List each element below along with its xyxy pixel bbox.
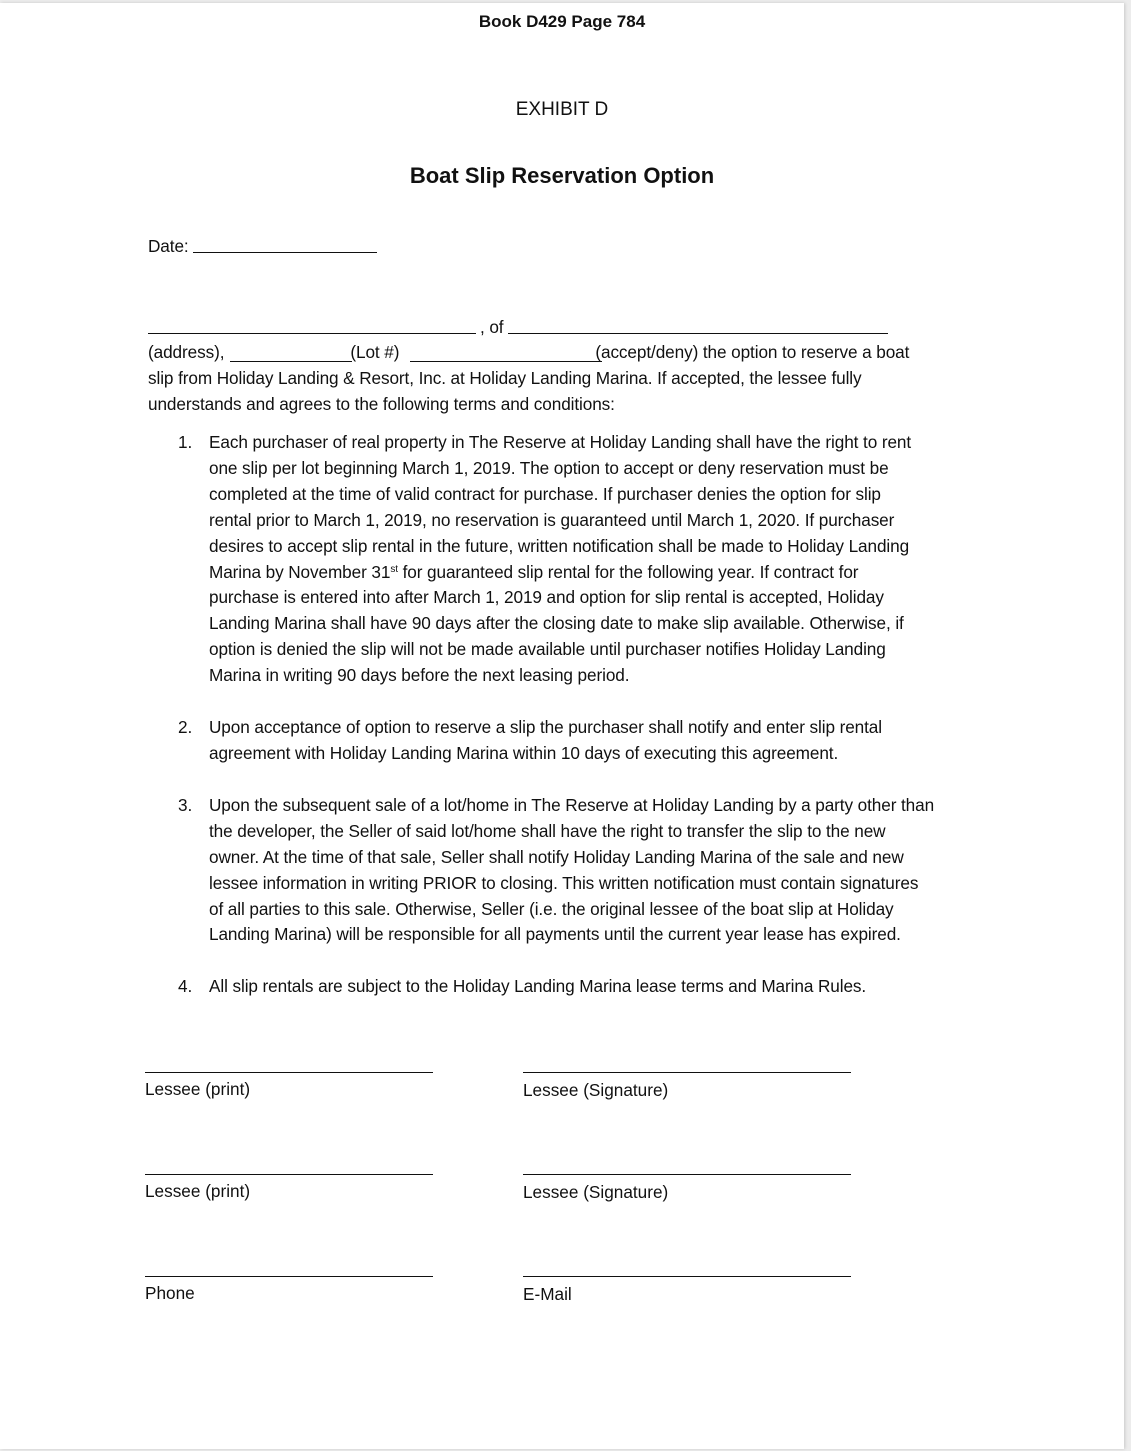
term-number: 4. [178,976,193,997]
term-line: Landing Marina) will be responsible for all payments until the current year lease has expired. [209,924,901,945]
ordinal-suffix: st [390,563,398,575]
of-field-line [508,333,888,334]
term-number: 2. [178,717,193,738]
date-label: Date: [148,236,189,256]
accept-deny-field-line [410,361,602,362]
name-field-line [148,333,476,334]
term-line-rest: for guaranteed slip rental for the following year. If contract for [402,561,859,582]
term-line: purchase is entered into after March 1, 2019 and option for slip rental is accepted, Holiday [209,587,884,608]
term-line: Upon the subsequent sale of a lot/home in The Reserve at Holiday Landing by a party other than [209,794,935,815]
lessee-signature-line-2 [523,1174,851,1175]
term-line: agreement with Holiday Landing Marina within 10 days of executing this agreement. [209,742,839,763]
phone-label: Phone [145,1283,195,1303]
term-item [148,793,978,948]
term-number: 3. [178,794,193,815]
book-page-header: Book D429 Page 784 [478,12,646,31]
term-line: completed at the time of valid contract for purchase. If purchaser denies the option for slip [209,483,881,504]
term-line: rental prior to March 1, 2019, no reservation is guaranteed until March 1, 2020. If purchaser [209,509,895,530]
lot-label: (Lot #) [350,342,400,362]
term-line: one slip per lot beginning March 1, 2019. The option to accept or deny reservation must be [209,457,889,478]
term-line: Upon acceptance of option to reserve a slip the purchaser shall notify and enter slip rental [209,717,882,738]
intro-paragraph [148,339,948,417]
address-field-line [230,361,352,362]
term-line: Marina in writing 90 days before the next leasing period. [209,665,630,686]
email-label: E-Mail [523,1284,572,1304]
address-label: (address), [148,342,225,362]
term-line-prefix: Marina by November 31 [209,561,391,582]
lessee-signature-line-1 [523,1072,851,1073]
document-title: Boat Slip Reservation Option [409,163,715,188]
date-field-line [193,252,377,253]
term-line: lessee information in writing PRIOR to closing. This written notification must contain signatures [209,872,919,893]
phone-line [145,1276,433,1277]
terms-list [148,430,978,1000]
term-line: desires to accept slip rental in the future, written notification shall be made to Holiday Landing [209,535,910,556]
lessee-print-label-1: Lessee (print) [145,1079,251,1099]
exhibit-label: EXHIBIT D [515,99,609,120]
intro-line-2: slip from Holiday Landing & Resort, Inc. at Holiday Landing Marina. If accepted, the lessee fully [148,368,862,388]
term-item [148,430,978,689]
lessee-print-label-2: Lessee (print) [145,1181,251,1201]
email-line [523,1276,851,1277]
term-line: of all parties to this sale. Otherwise, Seller (i.e. the original lessee of the boat slip at Holiday [209,898,894,919]
lessee-signature-label-1: Lessee (Signature) [523,1080,669,1100]
accept-deny-label: (accept/deny) the option to reserve a boat [595,342,910,362]
term-line [209,560,978,586]
term-item [148,715,978,767]
term-item [148,974,978,1000]
of-label: , of [480,317,504,337]
term-line: Landing Marina shall have 90 days after the closing date to make slip available. Otherwise, if [209,613,904,634]
term-number: 1. [178,432,193,452]
lessee-print-line-2 [145,1174,433,1175]
lessee-signature-label-2: Lessee (Signature) [523,1182,669,1202]
intro-line-3: understands and agrees to the following terms and conditions: [148,394,615,414]
document-page [0,3,1124,1449]
term-line: All slip rentals are subject to the Holiday Landing Marina lease terms and Marina Rules. [209,976,867,997]
term-line: owner. At the time of that sale, Seller shall notify Holiday Landing Marina of the sale and new [209,846,904,867]
term-line: option is denied the slip will not be made available until purchaser notifies Holiday Landing [209,639,886,660]
term-line: the developer, the Seller of said lot/home shall have the right to transfer the slip to the new [209,820,886,841]
term-line: Each purchaser of real property in The Reserve at Holiday Landing shall have the right to rent [209,432,912,452]
lessee-print-line-1 [145,1072,433,1073]
